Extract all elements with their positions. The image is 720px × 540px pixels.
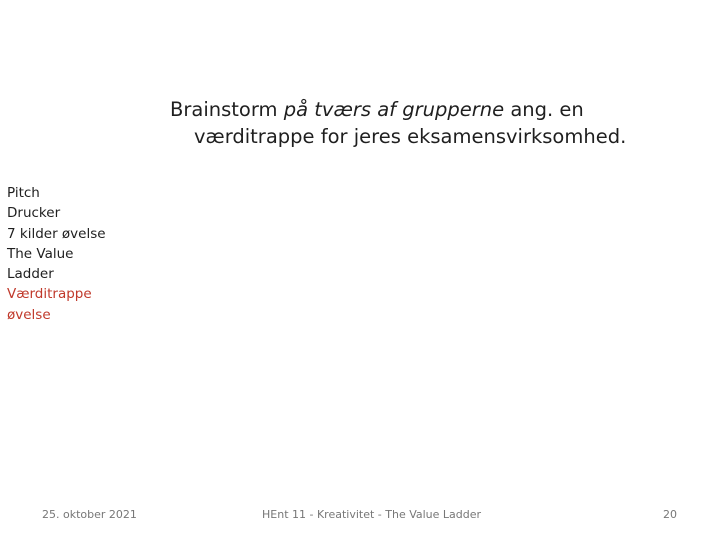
slide-title <box>170 96 690 150</box>
agenda-item-7-kilder: 7 kilder øvelse <box>7 225 106 242</box>
page-number: 20 <box>663 508 677 521</box>
agenda-item-value-ladder-line1: The Value <box>7 245 74 262</box>
title-emphasis: på tværs af grupperne <box>283 98 505 121</box>
title-suffix: ang. en <box>504 98 584 121</box>
footer-date: 25. oktober 2021 <box>42 508 137 521</box>
agenda-item-pitch: Pitch <box>7 185 40 201</box>
agenda-item-active-line1: Værditrappe <box>7 286 92 303</box>
title-prefix: Brainstorm <box>170 98 284 121</box>
agenda-item-active-line2: øvelse <box>7 306 51 323</box>
agenda-item-value-ladder-line2: Ladder <box>7 266 54 283</box>
agenda-sidebar <box>7 183 127 325</box>
title-line2: værditrappe for jeres eksamensvirksomhed. <box>194 125 627 148</box>
footer-center-text: HEnt 11 - Kreativitet - The Value Ladder <box>262 508 482 521</box>
agenda-item-drucker: Drucker <box>7 205 61 222</box>
